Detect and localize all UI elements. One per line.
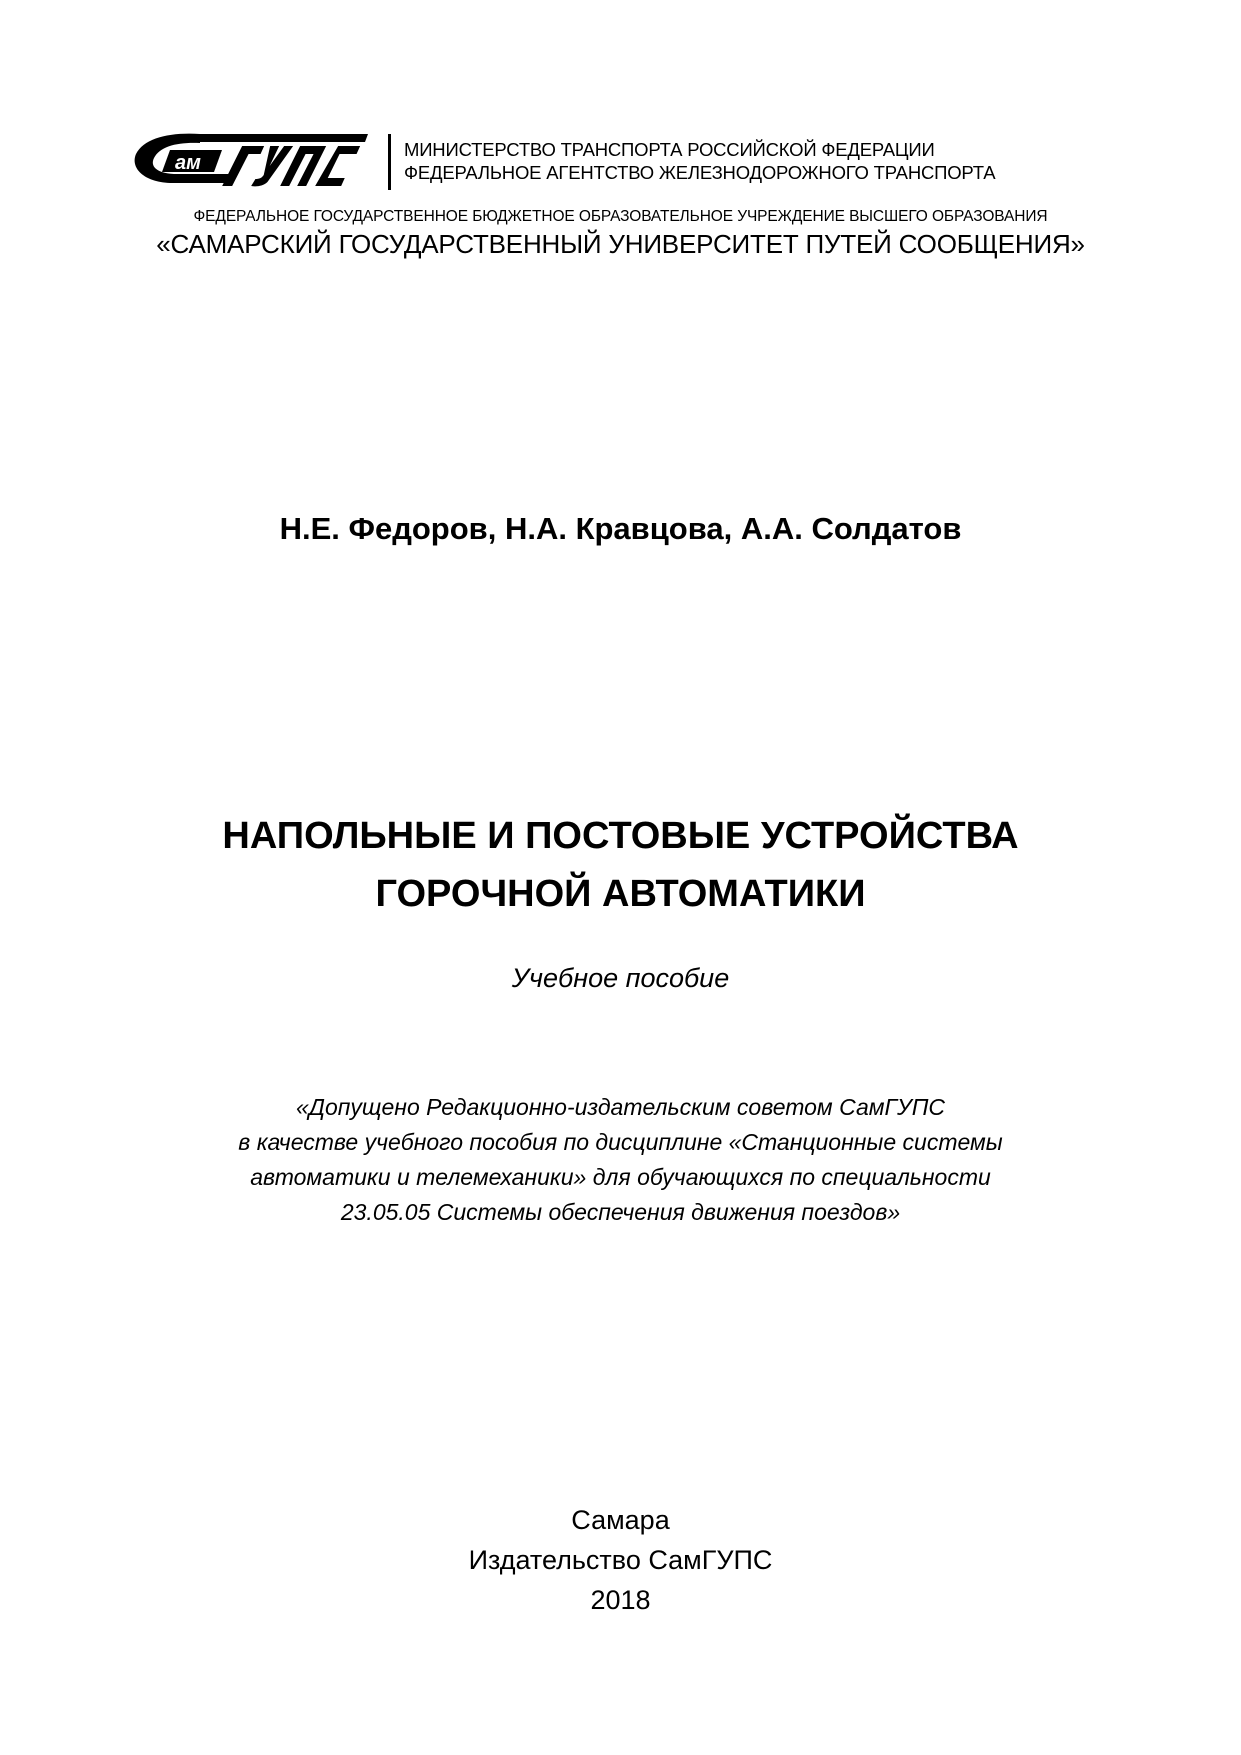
imprint-city: Самара	[571, 1505, 670, 1535]
imprint-publisher: Издательство СамГУПС	[468, 1545, 773, 1575]
authors: Н.Е. Федоров, Н.А. Кравцова, А.А. Солдатов	[279, 511, 962, 546]
svg-text:ам: ам	[175, 152, 201, 174]
approval-statement	[0, 1090, 1241, 1230]
header-divider	[388, 134, 391, 190]
approval-line-4: 23.05.05 Системы обеспечения движения поездов»	[340, 1199, 901, 1225]
book-title	[0, 807, 1241, 923]
ministry-block	[404, 138, 995, 184]
book-subtitle: Учебное пособие	[511, 963, 730, 993]
samgups-logo	[130, 128, 370, 192]
title-line-2: ГОРОЧНОЙ АВТОМАТИКИ	[375, 873, 866, 915]
institution-type: ФЕДЕРАЛЬНОЕ ГОСУДАРСТВЕННОЕ БЮДЖЕТНОЕ ОБРАЗОВАТЕЛЬНОЕ УЧРЕЖДЕНИЕ ВЫСШЕГО ОБРАЗОВАНИЯ	[193, 208, 1048, 225]
imprint	[0, 1500, 1241, 1620]
agency-line: ФЕДЕРАЛЬНОЕ АГЕНТСТВО ЖЕЛЕЗНОДОРОЖНОГО ТРАНСПОРТА	[404, 162, 996, 183]
ministry-line: МИНИСТЕРСТВО ТРАНСПОРТА РОССИЙСКОЙ ФЕДЕРАЦИИ	[404, 139, 935, 160]
approval-line-2: в качестве учебного пособия по дисциплине «Станционные системы	[238, 1129, 1003, 1155]
university-name: «САМАРСКИЙ ГОСУДАРСТВЕННЫЙ УНИВЕРСИТЕТ ПУТЕЙ СООБЩЕНИЯ»	[156, 229, 1085, 259]
title-line-1: НАПОЛЬНЫЕ И ПОСТОВЫЕ УСТРОЙСТВА	[222, 815, 1019, 857]
approval-line-3: автоматики и телемеханики» для обучающихся по специальности	[250, 1164, 991, 1190]
imprint-year: 2018	[590, 1585, 651, 1615]
approval-line-1: «Допущено Редакционно-издательским советом СамГУПС	[296, 1094, 945, 1120]
